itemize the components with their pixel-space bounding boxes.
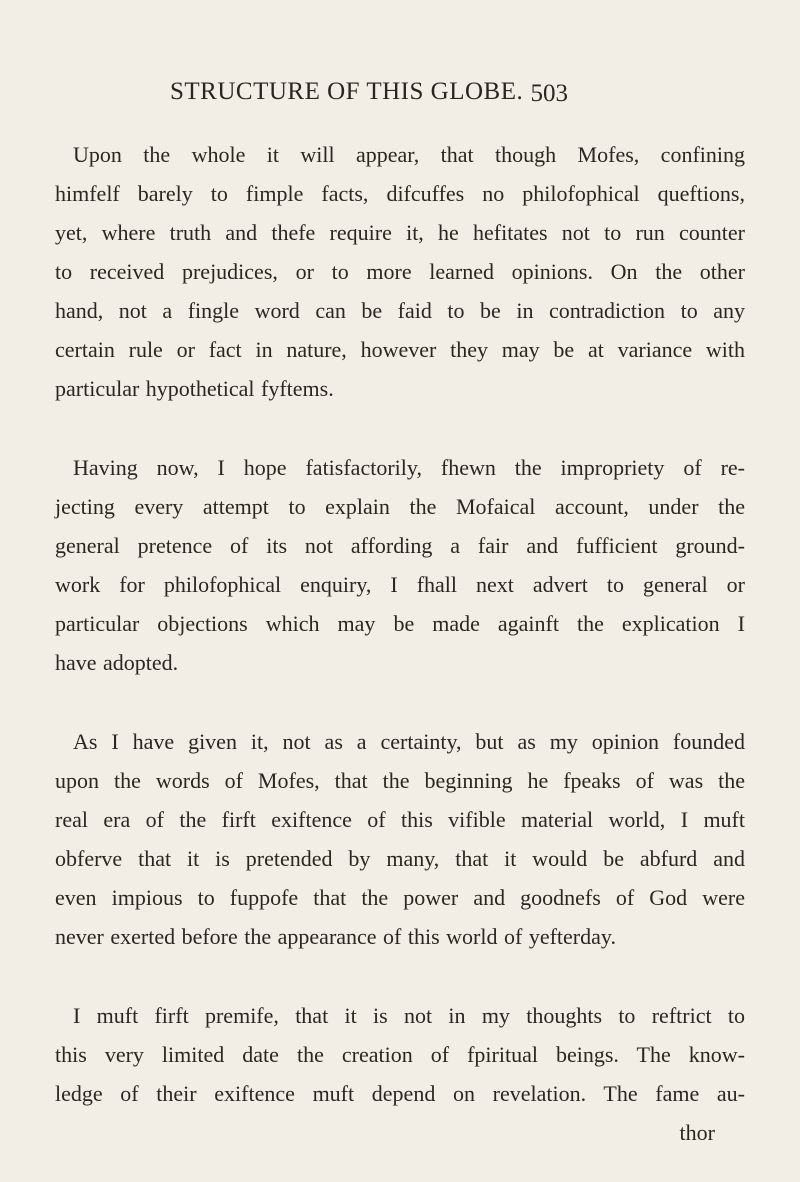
page-header — [170, 78, 570, 114]
page-number: 503 — [530, 80, 568, 107]
text-line: I muft firft premife, that it is not in my thoughts to reftrict to — [73, 1003, 745, 1028]
text-line: real era of the firft exiftence of this vifible material world, I muft — [55, 807, 745, 832]
text-line: to received prejudices, or to more learned opinions. On the other — [55, 259, 745, 284]
paragraph — [55, 448, 745, 682]
text-line: ledge of their exiftence muft depend on revelation. The fame au- — [55, 1081, 745, 1106]
text-line: Having now, I hope fatisfactorily, fhewn the impropriety of re- — [73, 455, 745, 480]
text-line: upon the words of Mofes, that the beginning he fpeaks of was the — [55, 768, 745, 793]
text-line: jecting every attempt to explain the Mofaical account, under the — [55, 494, 745, 519]
text-line: even impious to fuppofe that the power and goodnefs of God were — [55, 885, 745, 910]
text-line: obferve that it is pretended by many, that it would be abfurd and — [55, 846, 745, 871]
paragraph — [55, 135, 745, 408]
text-line: general pretence of its not affording a fair and fufficient ground- — [55, 533, 745, 558]
text-line: never exerted before the appearance of this world of yefterday. — [55, 924, 616, 949]
paragraph — [55, 996, 745, 1113]
text-line: have adopted. — [55, 650, 179, 675]
paragraph — [55, 722, 745, 956]
text-line: hand, not a fingle word can be faid to be in contradiction to any — [55, 298, 745, 323]
text-line: work for philofophical enquiry, I fhall next advert to general or — [55, 572, 745, 597]
text-line: certain rule or fact in nature, however they may be at variance with — [55, 337, 745, 362]
text-line: Upon the whole it will appear, that though Mofes, confining — [73, 142, 745, 167]
text-line: himfelf barely to fimple facts, difcuffes no philofophical queftions, — [55, 181, 745, 206]
text-line: particular objections which may be made againft the explication I — [55, 611, 745, 636]
text-line: As I have given it, not as a certainty, but as my opinion founded — [73, 729, 745, 754]
text-line: this very limited date the creation of fpiritual beings. The know- — [55, 1042, 745, 1067]
page-body — [55, 135, 745, 1152]
running-title: STRUCTURE OF THIS GLOBE. — [170, 78, 524, 105]
text-line: yet, where truth and thefe require it, he hefitates not to run counter — [55, 220, 745, 245]
catchword: thor — [679, 1120, 715, 1145]
text-line: particular hypothetical fyftems. — [55, 376, 334, 401]
